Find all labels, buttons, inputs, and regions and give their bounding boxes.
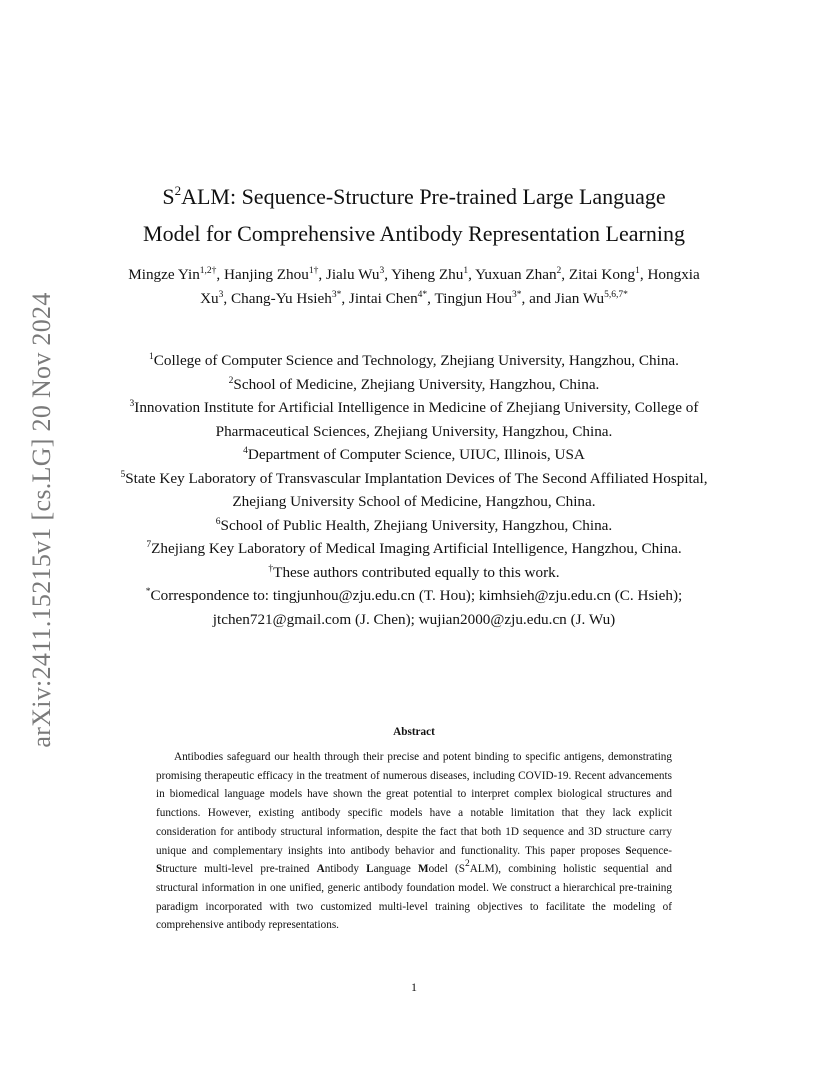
author-affiliation-marks: 5,6,7* — [604, 290, 628, 300]
affiliation-mark: 5 — [120, 469, 126, 480]
affiliation-item — [120, 537, 708, 561]
author-name: Hanjing Zhou — [224, 266, 309, 283]
title-line-1-rest: ALM: Sequence-Structure Pre-trained Large Language — [181, 184, 666, 209]
abstract-text-part-1: Antibodies safeguard our health through their precise and potent binding to specific antigens, demonstrating promising therapeutic efficacy in the treatment of numerous diseases, including COVID-19. Recent advancements in biomedical language models have shown the great potential to interpret complex biological structures and functions. However, existing antibody specific models have a notable limitation that they lack explicit consideration for antibody structural information, despite the fact that both 1D sequence and 3D structure carry unique and complementary insights into antibody behavior and functionality. This paper proposes — [156, 751, 672, 857]
author-name: Tingjun Hou — [434, 290, 513, 307]
author-list: Mingze Yin$^{1,2\dagger}$, Hanjing Zhou$^{1\dagger}$, Jialu Wu$^3$, Yiheng Zhu$^1$, Yuxuan Zhan$^2$, Zitai Kong$^1$, Hongxia Xu$^3$, Chang-Yu Hsieh$^{3*}$, Jintai Chen$^{4*}$, Tingjun Hou$^{3*}$, and Jian $Wu^{5,6,7*}$ — [128, 266, 700, 307]
abstract-superscript: 2 — [464, 859, 470, 870]
title-line-2: Model for Comprehensive Antibody Representation Learning — [143, 221, 685, 246]
affiliation-mark: 3 — [129, 399, 135, 409]
affiliation-mark: 2 — [228, 375, 234, 386]
affiliation-mark: 4 — [243, 446, 248, 456]
paper-title — [60, 178, 768, 252]
author-name: Mingze Yin — [128, 266, 200, 283]
affiliation-item — [120, 349, 708, 373]
author-affiliation-marks: 3 — [379, 266, 385, 276]
affiliation-item — [120, 443, 708, 467]
affiliation-mark: † — [268, 563, 274, 574]
affiliation-item — [120, 396, 708, 443]
affiliation-text: These authors contributed equally to this work. — [273, 563, 560, 581]
acronym-letter: A — [316, 863, 325, 876]
author-affiliation-marks: 3* — [512, 290, 522, 300]
acronym-letter: L — [366, 863, 374, 876]
arxiv-identifier-stamp: arXiv:2411.15215v1 [cs.LG] 20 Nov 2024 — [27, 292, 56, 748]
title-line-1 — [60, 178, 768, 215]
affiliation-list — [120, 349, 708, 631]
author-affiliation-marks: 4* — [417, 290, 428, 300]
affiliation-item — [120, 373, 708, 397]
affiliation-text: State Key Laboratory of Transvascular Implantation Devices of The Second Affiliated Hospital, Zhejiang University School of Medicine, Hangzhou, China. — [125, 469, 708, 510]
acronym-letter: S — [156, 863, 163, 876]
author-affiliation-marks: 3* — [331, 290, 342, 300]
author-affiliation-marks: 1 — [463, 266, 469, 276]
author-affiliation-marks: 1,2† — [199, 266, 217, 276]
abstract-fragment: anguage — [373, 863, 418, 876]
abstract-heading: Abstract — [393, 726, 435, 738]
affiliation-item — [120, 584, 708, 631]
abstract-fragment: ntibody — [324, 863, 367, 876]
acronym-letter: S — [625, 844, 632, 857]
affiliation-item — [120, 561, 708, 585]
author-affiliation-marks: 2 — [556, 266, 562, 276]
abstract-body — [156, 748, 672, 935]
affiliation-mark: 7 — [146, 540, 152, 550]
affiliation-text: Zhejiang Key Laboratory of Medical Imaging Artificial Intelligence, Hangzhou, China. — [151, 540, 682, 557]
affiliation-item — [120, 514, 708, 538]
author-affiliation-marks: 1† — [308, 266, 319, 276]
affiliation-mark: * — [145, 587, 151, 597]
abstract-fragment: equence- — [631, 844, 672, 857]
title-prefix: S — [162, 184, 175, 209]
author-name: Jian Wu — [554, 290, 605, 307]
affiliation-mark: 6 — [215, 516, 221, 527]
affiliation-text: Innovation Institute for Artificial Intelligence in Medicine of Zhejiang University, College of Pharmaceutical Sciences, Zhejiang University, Hangzhou, China. — [134, 399, 699, 440]
affiliation-text: School of Public Health, Zhejiang University, Hangzhou, China. — [220, 516, 613, 534]
author-name: Zitai Kong — [568, 266, 636, 283]
author-affiliation-marks: 1 — [635, 266, 640, 276]
author-name: Jialu Wu — [325, 266, 380, 283]
author-name: Yuxuan Zhan — [475, 266, 557, 283]
author-name: Chang-Yu Hsieh — [230, 290, 332, 307]
affiliation-text: School of Medicine, Zhejiang University, Hangzhou, China. — [233, 375, 600, 393]
acronym-letter: M — [418, 863, 429, 876]
abstract-fragment: odel (S — [428, 863, 465, 876]
abstract-text-part-2: ALM), combining holistic sequential and structural information in one unified, generic antibody foundation model. We construct a hierarchical pre-training paradigm incorporated with two customized multi-level training objectives to facilitate the modeling of comprehensive antibody representations. — [156, 863, 672, 932]
affiliation-text: Department of Computer Science, UIUC, Illinois, USA — [247, 446, 585, 463]
author-name: Jintai Chen — [348, 290, 418, 307]
author-name: Yiheng Zhu — [391, 266, 464, 283]
page-number: 1 — [411, 980, 417, 994]
author-affiliation-marks: 3 — [218, 290, 224, 300]
abstract-fragment: tructure multi-level pre-trained — [162, 863, 317, 876]
affiliation-text: Correspondence to: tingjunhou@zju.edu.cn (T. Hou); kimhsieh@zju.edu.cn (C. Hsieh); jtchen721@gmail.com (J. Chen); wujian2000@zju.edu.cn (J. Wu) — [150, 587, 683, 628]
affiliation-text: College of Computer Science and Technology, Zhejiang University, Hangzhou, China. — [153, 352, 679, 369]
author-name: Hongxia Xu — [200, 266, 700, 307]
affiliation-mark: 1 — [149, 352, 154, 362]
affiliation-item — [120, 467, 708, 514]
title-prefix-superscript: 2 — [174, 183, 182, 198]
